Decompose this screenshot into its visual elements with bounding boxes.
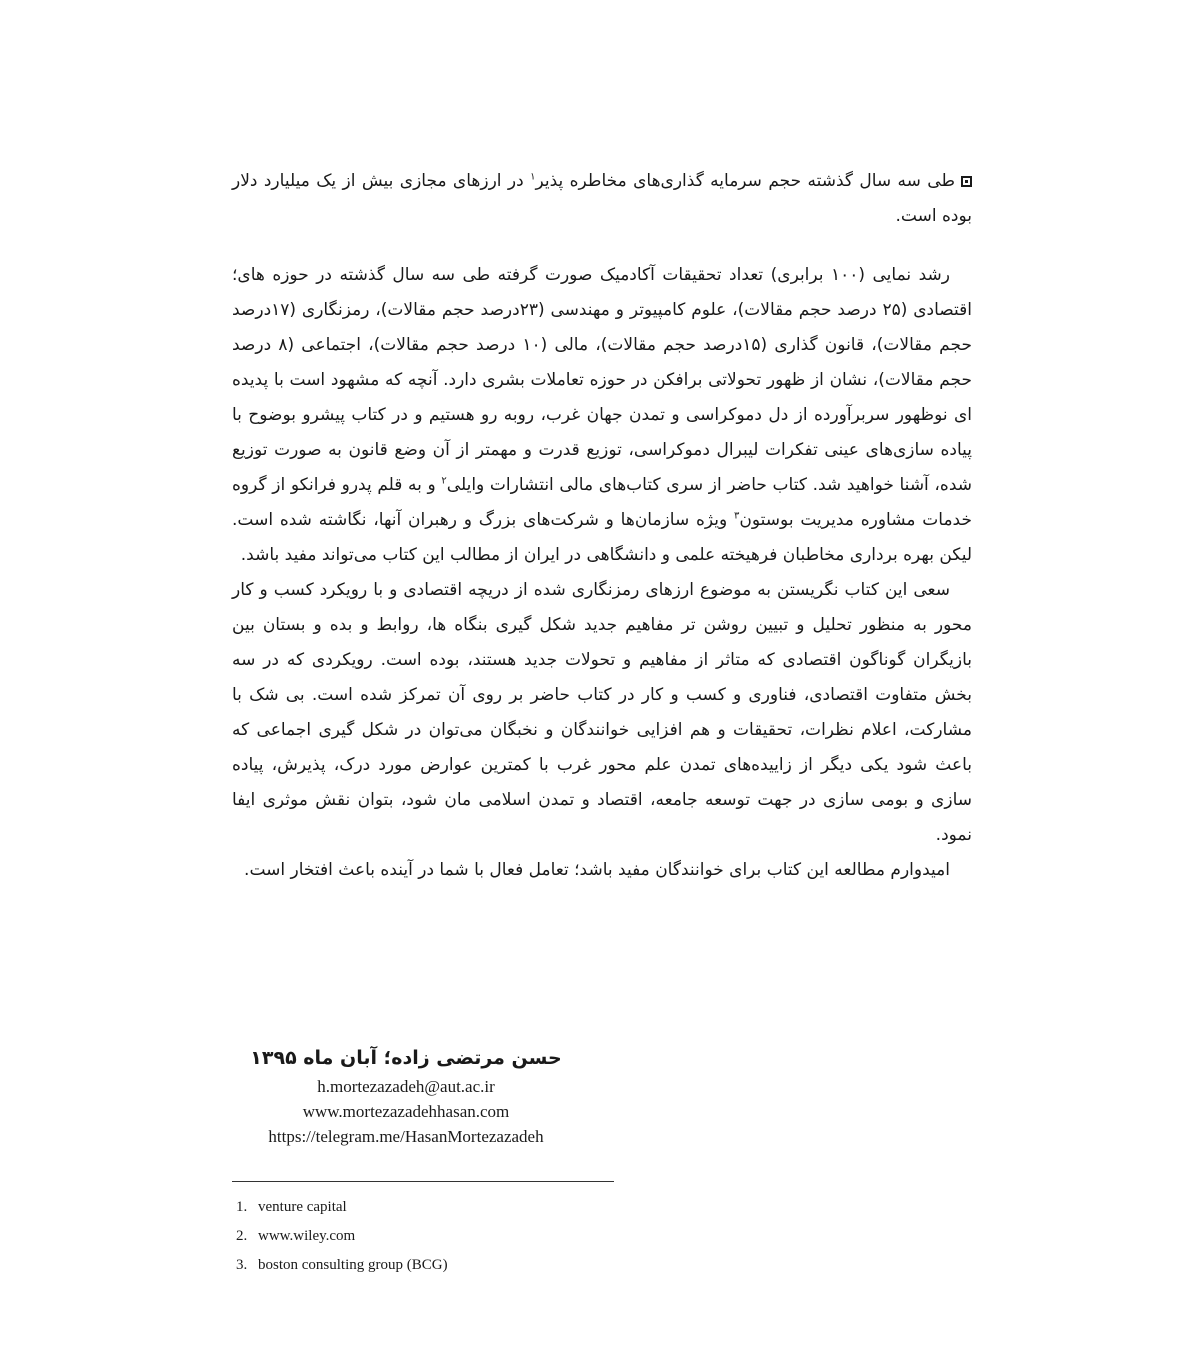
- footnote-text: boston consulting group (BCG): [258, 1257, 448, 1273]
- paragraph-1-part-2: و به قلم پدرو فرانکو از گروه خدمات مشاوره مدیریت بوستون: [232, 475, 972, 530]
- footnote-ref-3: ۳: [734, 510, 740, 522]
- paragraph-1-part-1: رشد نمایی (۱۰۰ برابری) تعداد تحقیقات آکادمیک صورت گرفته طی سه سال گذشته در حوزه های؛ اقتصادی (۲۵ درصد حجم مقالات)، علوم کامپیوتر و مهندسی (۲۳درصد حجم مقالات)، رمزنگاری (۱۷درصد حجم مقالات)، قانون گذاری (۱۵درصد حجم مقالات)، مالی (۱۰ درصد حجم مقالات)، اجتماعی (۸ درصد حجم مقالات)، نشان از ظهور تحولاتی برافکن در حوزه تعاملات بشری دارد. آنچه که مشهود است با پدیده ای نوظهور سربرآورده از دل دموکراسی و تمدن جهان غرب، روبه رو هستیم و در کتاب پیشرو بوضوح با پیاده سازی‌های عینی تفکرات لیبرال دموکراسی، توزیع قدرت و مهمتر از آن وضع قانون به صورت توزیع شده، آشنا خواهید شد. کتاب حاضر از سری کتاب‌های مالی انتشارات وایلی: [232, 265, 972, 495]
- footnote-ref-1: ۱: [530, 171, 536, 183]
- author-name-date: حسن مرتضی زاده؛ آبان ماه ۱۳۹۵: [250, 1047, 562, 1069]
- footnotes: [236, 1193, 636, 1280]
- bullet-paragraph: [232, 164, 972, 234]
- footnote-2: [236, 1222, 636, 1251]
- paragraph-2: سعی این کتاب نگریستن به موضوع ارزهای رمزنگاری شده از دریچه اقتصادی و با رویکرد کسب و کار محور به منظور تحلیل و تبیین روشن تر مفاهیم جدید شکل گیری بنگاه ها، روابط و بده و بستان بین بازیگران گوناگون اقتصادی که متاثر از مفاهیم و تحولات جدید هستند، بوده است. رویکردی که در سه بخش متفاوت اقتصادی، فناوری و کسب و کار در کتاب حاضر بر روی آن تمرکز شده است. بی شک با مشارکت، اعلام نظرات، تحقیقات و هم افزایی خوانندگان و نخبگان می‌توان در شکل گیری اجماعی که باعث شود یکی دیگر از زاییده‌های تمدن علم محور غرب با کمترین عوارض مورد درک، پذیرش، پیاده سازی و بومی سازی در جهت توسعه جامعه، اقتصاد و تمدن اسلامی مان شود، بتوان نقش موثری ایفا نمود.: [232, 580, 972, 845]
- author-email: h.mortezazadeh@aut.ac.ir: [317, 1077, 495, 1096]
- footnote-text: www.wiley.com: [258, 1228, 356, 1244]
- author-website: www.mortezazadehhasan.com: [302, 1102, 510, 1121]
- footnote-ref-2: ۲: [441, 475, 447, 487]
- footnote-3: [236, 1251, 636, 1280]
- paragraph-3: امیدوارم مطالعه این کتاب برای خوانندگان مفید باشد؛ تعامل فعال با شما در آینده باعث افتخار است.: [244, 860, 950, 880]
- bullet-text-before-ref: طی سه سال گذشته حجم سرمایه گذاری‌های مخاطره پذیر: [535, 171, 955, 191]
- body-text: [232, 258, 972, 888]
- footnote-number: 1.: [236, 1199, 248, 1215]
- footnote-divider: [232, 1181, 614, 1182]
- footnote-number: 2.: [236, 1228, 248, 1244]
- square-bullet-icon: [961, 176, 972, 187]
- paragraph-1: [232, 258, 972, 573]
- footnote-1: [236, 1193, 636, 1222]
- author-telegram: https://telegram.me/HasanMortezazadeh: [268, 1127, 544, 1146]
- footnote-text: venture capital: [258, 1199, 347, 1215]
- signature-block: [236, 1042, 576, 1149]
- paragraph-1-part-3: ویژه سازمان‌ها و شرکت‌های بزرگ و رهبران آنها، نگاشته شده است. لیکن بهره برداری مخاطبان فرهیخته علمی و دانشگاهی در ایران از مطالب این کتاب می‌تواند مفید باشد.: [232, 510, 972, 565]
- bullet-text-after-ref: در ارزهای مجازی بیش از یک میلیارد دلار بوده است.: [232, 171, 972, 226]
- footnote-number: 3.: [236, 1257, 248, 1273]
